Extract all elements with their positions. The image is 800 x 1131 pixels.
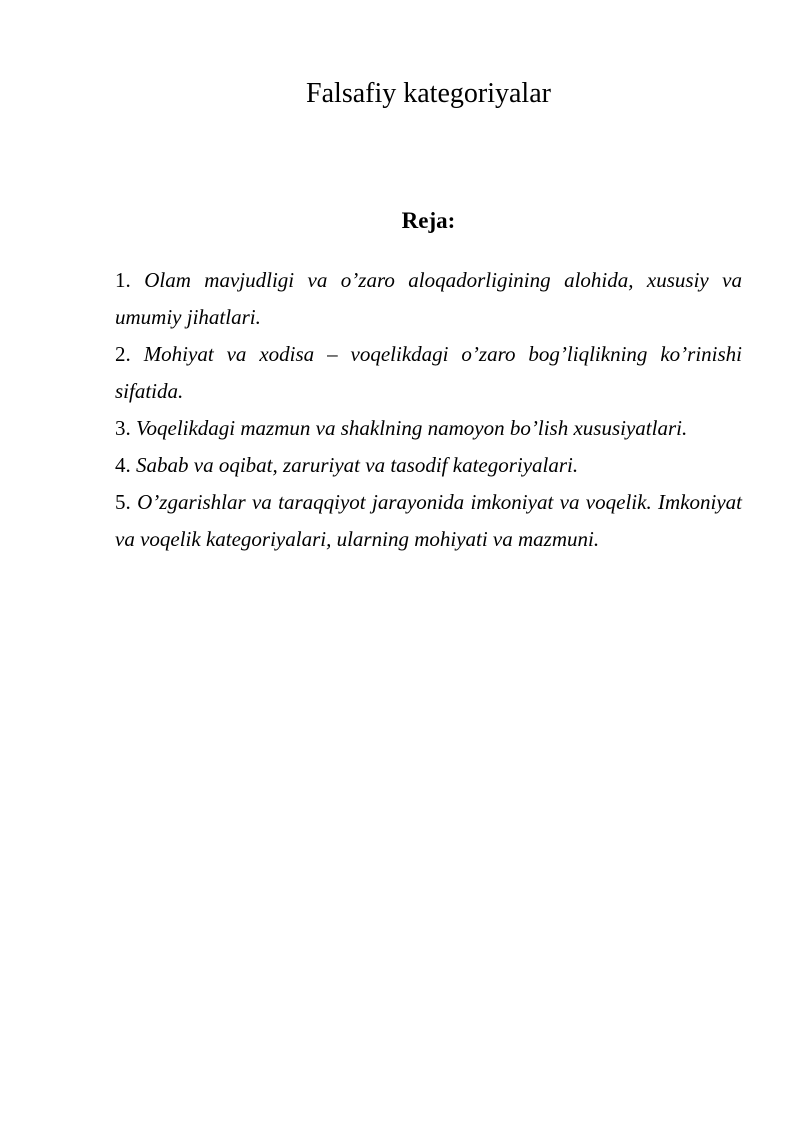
plan-item-number: 1. [115,268,131,292]
plan-item-4 [115,447,742,484]
plan-item-text: Olam mavjudligi va o’zaro aloqadorligining alohida, xususiy va umumiy jihatlari. [115,268,742,329]
plan-item-text: Mohiyat va xodisa – voqelikdagi o’zaro bog’liqlikning ko’rinishi sifatida. [115,342,742,403]
plan-list [115,262,742,558]
plan-item-text: O’zgarishlar va taraqqiyot jarayonida imkoniyat va voqelik. Imkoniyat va voqelik kategoriyalari, ularning mohiyati va mazmuni. [115,490,743,551]
plan-item-2 [115,336,742,410]
plan-item-3 [115,410,742,447]
plan-heading: Reja: [401,208,456,233]
plan-item-5 [115,484,742,558]
plan-item-number: 3. [115,416,131,440]
plan-item-1 [115,262,742,336]
plan-item-number: 5. [115,490,131,514]
document-title: Falsafiy kategoriyalar [306,78,551,109]
plan-item-number: 4. [115,453,131,477]
plan-item-text: Voqelikdagi mazmun va shaklning namoyon bo’lish xususiyatlari. [136,416,688,440]
plan-item-number: 2. [115,342,131,366]
plan-item-text: Sabab va oqibat, zaruriyat va tasodif kategoriyalari. [136,453,579,477]
